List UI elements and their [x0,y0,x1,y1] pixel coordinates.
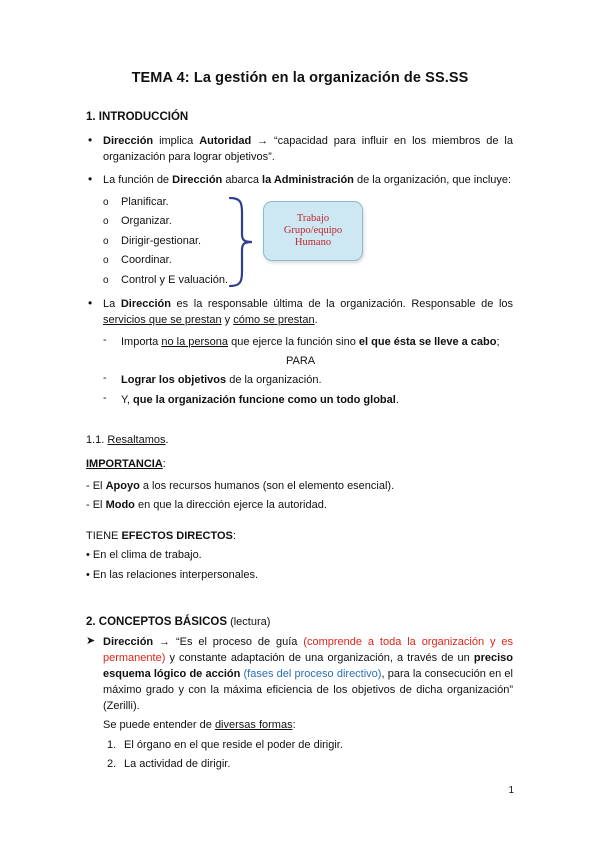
paragraph-funcion-direccion: La función de Dirección abarca la Administración de la organización, que incluye: [103,174,512,186]
page-number: 1 [508,785,514,796]
list-number: 1. [107,739,117,751]
sub-bullet: o [103,197,109,208]
efecto-item: • En las relaciones interpersonales. [86,569,258,581]
paragraph-direccion-autoridad: Dirección implica Autoridad → “capacidad para influir en los miembros de la organización para lograr objetivos”. [103,135,513,163]
bullet-dot: • [88,296,93,310]
importancia-heading: IMPORTANCIA: [86,458,166,470]
sub-item: Coordinar. [121,254,172,266]
sub-bullet: o [103,216,109,227]
sub-bullet: o [103,236,109,247]
curly-brace-icon [226,196,256,288]
bullet-dot: • [88,133,93,147]
sub-item: Dirigir-gestionar. [121,235,202,247]
efectos-heading: TIENE EFECTOS DIRECTOS: [86,530,236,542]
dash-marker: - [103,372,107,384]
dash-item-objetivos: Lograr los objetivos de la organización. [121,374,322,386]
subsection-heading-resaltamos: 1.1. Resaltamos. [86,434,169,446]
sub-item: Organizar. [121,215,172,227]
para-label: PARA [286,355,316,367]
definicion-direccion: Dirección → “Es el proceso de guía (comprende a toda la organización y es permanente) y constante adaptación de una organización, a través de un preciso esquema lógico de acción (fases del proceso directivo), para la consecución en el máximo grado y con la máxima eficiencia de los objetivos de dicha organización” (Zerilli). [103,636,513,712]
forma-item: El órgano en el que reside el poder de dirigir. [124,739,343,751]
document-title: TEMA 4: La gestión en la organización de SS.SS [131,70,469,86]
dash-marker: - [103,392,107,404]
dash-item-todo-global: Y, que la organización funcione como un todo global. [121,394,399,406]
section-heading-conceptos: 2. CONCEPTOS BÁSICOS (lectura) [86,616,271,628]
bullet-dot: • [88,172,93,186]
arrow-bullet-icon: ➤ [86,635,96,647]
sub-item: Control y E valuación. [121,274,228,286]
sub-bullet: o [103,255,109,266]
sub-bullet: o [103,275,109,286]
dash-item-importa: Importa no la persona que ejerce la función sino el que ésta se lleve a cabo; [121,336,500,348]
paragraph-responsable: La Dirección es la responsable última de la organización. Responsable de los servicios que se prestan y cómo se prestan. [103,298,514,326]
trabajo-grupo-humano-box: Trabajo Grupo/equipo Humano [263,201,363,261]
list-number: 2. [107,758,117,770]
formas-intro: Se puede entender de diversas formas: [103,719,296,731]
importancia-line-modo: - El Modo en que la dirección ejerce la autoridad. [86,499,327,511]
efecto-item: • En el clima de trabajo. [86,549,202,561]
dash-marker: - [103,334,107,346]
sub-item: Planificar. [121,196,169,208]
section-heading-introduccion: 1. INTRODUCCIÓN [86,111,189,123]
importancia-line-apoyo: - El Apoyo a los recursos humanos (son el elemento esencial). [86,480,395,492]
forma-item: La actividad de dirigir. [124,758,231,770]
